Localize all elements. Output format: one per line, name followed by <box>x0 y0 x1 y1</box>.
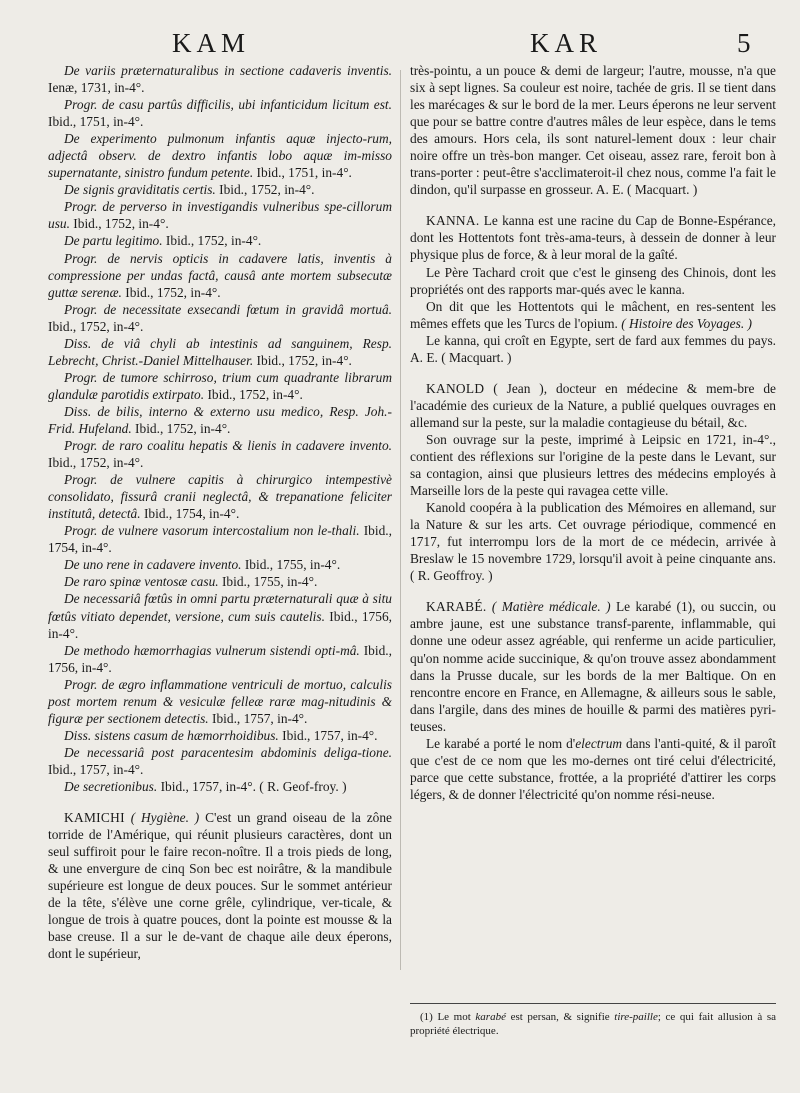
entry-text: Le kanna est une racine du Cap de Bonne-Espérance, dont les Hottentots font très-ama-teurs, à dessein de donner à leur physique plus de force, & à leur moral de la gaîté. <box>410 213 776 263</box>
work-title: Progr. de raro coalitu hepatis & lienis in cadavere invento. <box>64 438 392 454</box>
paragraph-text: On dit que les Hottentots qui le mâchent, en res-sentent les mêmes effets que les Turcs de l'opium. <box>410 298 776 331</box>
bibliography-entry <box>48 590 392 641</box>
work-title: Diss. de bilis, interno & externo usu medico, Resp. Joh.-Frid. Hufeland. <box>48 403 392 436</box>
footnote-italic: karabé <box>475 1011 506 1023</box>
kamichi-continuation: très-pointu, a un pouce & demi de largeur; l'autre, mousse, n'a que six à sept lignes. Sa couleur est noire, tachée de gris. Il se tient dans les marécages & sur le bord de la mer. Leurs éperons ne leur servent que pour se battre contre d'autres mâles de leur espèce, dans le tems des amours. Hors cela, ils sont naturel-lement doux : leur chair noire offre un très-bon manger. Cet oiseau, assez rare, feroit bon à trans-porter : peut-être s'acclimateroit-il chez nous, comme l'a fait le dindon, qu'il surpasse en grosseur. A. E. ( Macquart. ) <box>410 63 776 198</box>
source-citation: ( Histoire des Voyages. ) <box>621 315 752 331</box>
entry-headword: KANOLD <box>426 380 485 396</box>
bibliography-entry <box>48 250 392 301</box>
bibliography-entry <box>48 232 392 249</box>
publication-info: Ibid., 1757, in-4°. <box>278 727 378 743</box>
publication-info: Ibid., 1752, in-4°. <box>215 182 315 198</box>
paragraph <box>410 735 776 803</box>
work-title: Progr. de perverso in investigandis vulneribus spe-cillorum usu. <box>48 199 392 232</box>
work-title: De necessariâ post paracentesim abdominis deliga-tione. <box>64 744 392 760</box>
column-divider <box>400 70 401 970</box>
entry-kamichi <box>48 809 392 962</box>
publication-info: Ibid., 1757, in-4°. <box>208 710 308 726</box>
work-title: De methodo hæmorrhagias vulnerum sistendi opti-mâ. <box>64 642 360 658</box>
entry-headword: KANNA. <box>426 213 480 229</box>
work-title: De partu legitimo. <box>64 233 163 249</box>
bibliography-entry <box>48 778 392 795</box>
publication-info: Ibid., 1755, in-4°. <box>241 557 341 573</box>
work-title: Progr. de necessitate exsecandi fœtum in gravidâ mortuâ. <box>64 301 392 317</box>
work-title: De uno rene in cadavere invento. <box>64 557 242 573</box>
entry-headword: KAMICHI <box>64 810 125 826</box>
publication-info: Ibid., 1752, in-4°. <box>204 386 303 402</box>
paragraph-text: dans l'anti-quité, & il paroît que c'est de ce nom que les mo-dernes ont tiré celui d'électricité, parce que cette substance, frottée, a la propriété d'attirer les corps légers, & de donner l'électricité qu'on nomme rési-neuse. <box>410 735 776 802</box>
entry-label: ( Hygiène. ) <box>130 810 200 826</box>
bibliography-entry <box>48 676 392 727</box>
paragraph: Le Père Tachard croit que c'est le ginseng des Chinois, dont les propriétés ont des rapports mar-qués avec le kanna. <box>410 264 776 297</box>
publication-info: Ibid., 1752, in-4°. <box>69 216 169 232</box>
entry-text: C'est un grand oiseau de la zône torride de l'Amérique, qui réunit plusieurs caractères, dont un seul suffiroit pour le faire recon-noître. Il a trois pieds de long, & une envergure de cinq Son bec est noirâtre, & la mandibule supérieure est longue de deux pouces. Sur le sommet antérieur de la tête, s'élève une corne grêle, cylindrique, ver-ticale, & longue de trois à quatre pouces, dont la pointe est mousse & la base creuse. Il a sur le de-vant de chaque aile deux éperons, dont le supérieur, <box>48 810 392 962</box>
publication-info: Ibid., 1755, in-4°. <box>218 574 318 590</box>
publication-info: Ibid., 1752, in-4°. <box>48 455 144 471</box>
entry-text: Le karabé (1), ou succin, ou ambre jaune, est une substance transf-parente, inflammable, qui donne une odeur assez agréable, qui renferme un acide particulier, qu'on nomme acide succinique, & qu'on trouve assez abondamment dans la Prusse ducale, sur les bords de la mer Baltique. On en rencontre encore en France, en Allemagne, & ailleurs sous le sable, dans l'argile, dans des mines de houille & parmi des matières pyri-teuses. <box>410 599 776 734</box>
bibliography-list <box>48 62 392 795</box>
publication-info: Ibid., 1756, in-4°. <box>48 642 392 675</box>
footnote-italic: tire-paille <box>614 1011 658 1023</box>
publication-info: Ibid., 1751, in-4°. <box>253 165 352 181</box>
running-head-right: KAR <box>530 28 603 58</box>
bibliography-entry <box>48 727 392 744</box>
publication-info: Ibid., 1752, in-4°. <box>121 284 221 300</box>
italic-term: electrum <box>575 735 623 751</box>
entry-kanna <box>410 212 776 263</box>
bibliography-entry <box>48 642 392 676</box>
work-title: De variis præternaturalibus in sectione cadaveris inventis. <box>64 63 392 78</box>
left-column <box>48 62 392 962</box>
bibliography-entry <box>48 335 392 369</box>
running-head <box>0 28 800 62</box>
work-title: Progr. de nervis opticis in cadavere latis, inventis à compressione per undas factâ, causâ ante mortem subsecutæ guttæ serenæ. <box>48 250 392 300</box>
paragraph: Son ouvrage sur la peste, imprimé à Leipsic en 1721, in-4°., contient des réflexions sur l'origine de la peste dans le Levant, sur sa contagion, ainsi que plusieurs lettres des médecins employés à Marseille lors de la peste qui ravagea cette ville. <box>410 431 776 499</box>
work-title: Progr. de vulnere vasorum intercostalium non le-thali. <box>64 523 360 539</box>
work-title: Progr. de ægro inflammatione ventriculi de mortuo, calculis post mortem renum & vesiculæ felleæ raræ mag-nitudinis & figuræ per sectionem detectis. <box>48 676 392 726</box>
work-title: De necessariâ fœtûs in omni partu præternaturali quæ à situ fœtûs vitiato dependet, versione, cum suis cautelis. <box>48 591 392 624</box>
work-title: De experimento pulmonum infantis aquæ injecto-rum, adjectâ observ. de dextro infantis lobo aquæ im-misso supernatante, sinistro fundum petente. <box>48 131 392 181</box>
footnote-text: est persan, & signifie <box>505 1011 615 1023</box>
paragraph <box>410 298 776 332</box>
entry-label: ( Matière médicale. ) <box>491 599 611 615</box>
bibliography-entry <box>48 471 392 522</box>
paragraph: Kanold coopéra à la publication des Mémoires en allemand, sur la Nature & sur les arts. Cet ouvrage périodique, commencé en 1717, fut interrompu lors de la mort de ce médecin, arrivée à Breslaw le 15 novembre 1729, lorsqu'il avoit à peine cinquante ans. ( R. Geoffroy. ) <box>410 500 776 584</box>
paragraph: Le kanna, qui croît en Egypte, sert de fard aux femmes du pays. A. E. ( Macquart. ) <box>410 332 776 365</box>
publication-info: Ibid., 1754, in-4°. <box>140 506 240 522</box>
work-title: De raro spinæ ventosæ casu. <box>64 574 219 590</box>
page-number: 5 <box>737 28 751 58</box>
bibliography-entry <box>48 437 392 471</box>
bibliography-entry <box>48 573 392 590</box>
work-title: De signis graviditatis certis. <box>64 182 216 198</box>
publication-info: Ibid., 1752, in-4°. <box>131 420 231 436</box>
footnote-rule <box>410 1003 776 1004</box>
bibliography-entry <box>48 198 392 232</box>
publication-info: Ibid., 1757, in-4°. ( R. Geof-froy. ) <box>157 778 347 794</box>
work-title: Progr. de vulnere capitis à chirurgico intempestivè consolidato, fissurâ cranii neglectâ, & trepanatione feliciter institutâ, detectâ. <box>48 472 392 522</box>
work-title: Progr. de tumore schirroso, trium cum quadrante librarum glandulæ parotidis extirpato. <box>48 369 392 402</box>
footnote <box>410 1010 776 1038</box>
publication-info: Ibid., 1757, in-4°. <box>48 761 144 777</box>
entry-kanold <box>410 380 776 431</box>
publication-info: Ienæ, 1731, in-4°. <box>48 80 145 96</box>
bibliography-entry <box>48 522 392 556</box>
running-head-left: KAM <box>172 28 251 58</box>
footnote-text: ; ce qui fait allusion à sa propriété électrique. <box>410 1011 776 1037</box>
bibliography-entry <box>48 181 392 198</box>
work-title: De secretionibus. <box>64 778 158 794</box>
entry-headword: KARABÉ. <box>426 599 487 615</box>
publication-info: Ibid., 1752, in-4°. <box>48 318 144 334</box>
publication-info: Ibid., 1756, in-4°. <box>48 608 392 641</box>
work-title: Diss. sistens casum de hæmorrhoidibus. <box>64 727 279 743</box>
entry-text: ( Jean ), docteur en médecine & mem-bre de l'académie des curieux de la Nature, a publié quelques ouvrages en allemand sur la peste, sur la maladie contagieuse du bétail, &c. <box>410 380 776 430</box>
publication-info: Ibid., 1752, in-4°. <box>253 352 352 368</box>
paragraph-text: Le karabé a porté le nom d' <box>426 735 576 751</box>
bibliography-entry <box>48 62 392 96</box>
bibliography-entry <box>48 403 392 437</box>
bibliography-entry <box>48 96 392 130</box>
bibliography-entry <box>48 130 392 181</box>
entry-karabe <box>410 598 776 734</box>
bibliography-entry <box>48 369 392 403</box>
publication-info: Ibid., 1752, in-4°. <box>162 233 262 249</box>
publication-info: Ibid., 1754, in-4°. <box>48 523 392 556</box>
right-column <box>410 62 776 803</box>
publication-info: Ibid., 1751, in-4°. <box>48 114 144 130</box>
bibliography-entry <box>48 556 392 573</box>
bibliography-entry <box>48 301 392 335</box>
footnote-text: (1) Le mot <box>420 1011 476 1023</box>
work-title: Progr. de casu partûs difficilis, ubi infanticidum licitum est. <box>64 97 392 113</box>
work-title: Diss. de viâ chyli ab intestinis ad sanguinem, Resp. Lebrecht, Christ.-Daniel Mittelhauser. <box>48 335 392 368</box>
bibliography-entry <box>48 744 392 778</box>
